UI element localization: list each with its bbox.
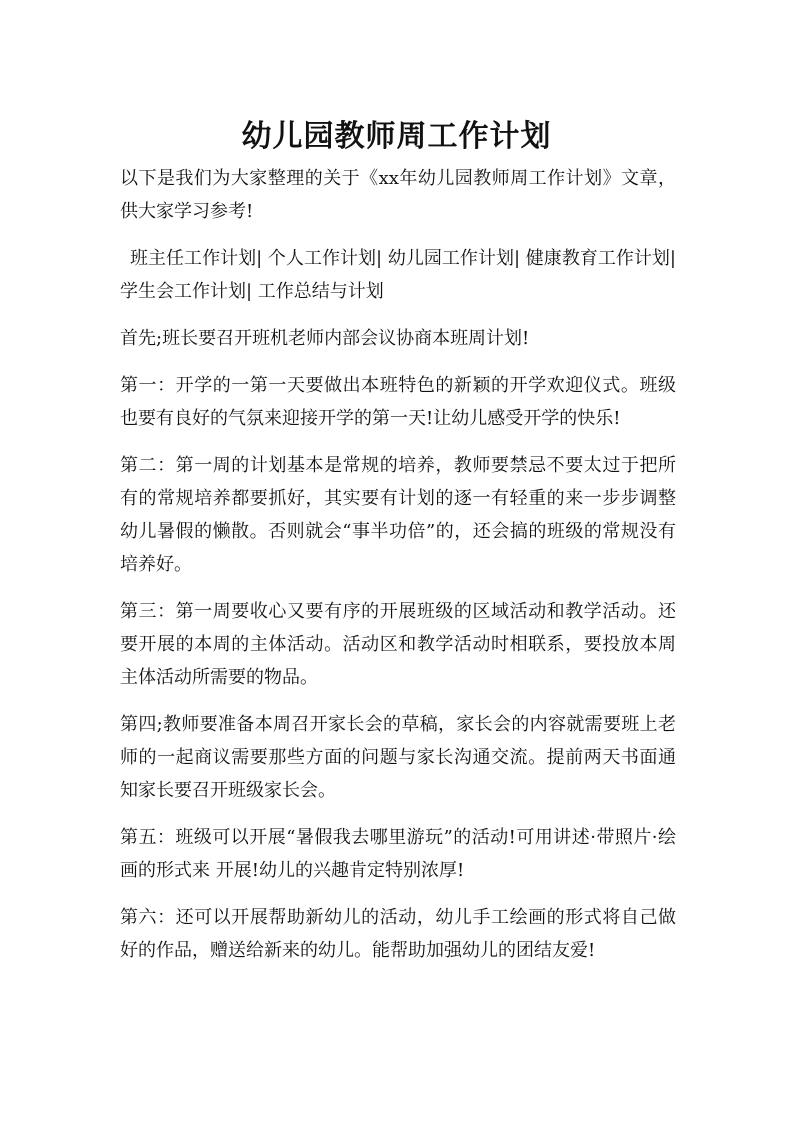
paragraph-item-2: 第二：第一周的计划基本是常规的培养，教师要禁忌不要太过于把所有的常规培养都要抓好，其实要有计划的逐一有轻重的来一步步调整幼儿暑假的懒散。否则就会“事半功倍”的，还会搞的班级的常规没有培养好。 xyxy=(120,455,676,575)
document-body xyxy=(120,162,676,981)
intro-paragraph: 以下是我们为大家整理的关于《xx年幼儿园教师周工作计划》文章，供大家学习参考! xyxy=(120,168,676,222)
related-links-line: 班主任工作计划| 个人工作计划| 幼儿园工作计划| 健康教育工作计划| 学生会工作计划| 工作总结与计划 xyxy=(120,248,676,302)
paragraph-item-4: 第四;教师要准备本周召开家长会的草稿，家长会的内容就需要班上老师的一起商议需要那些方面的问题与家长沟通交流。提前两天书面通知家长要召开班级家长会。 xyxy=(120,714,676,801)
paragraph-item-5: 第五：班级可以开展“暑假我去哪里游玩”的活动!可用讲述·带照片·绘画的形式来 开展!幼儿的兴趣肯定特别浓厚! xyxy=(120,827,676,881)
document-title: 幼儿园教师周工作计划 xyxy=(241,119,552,155)
paragraph-first-step: 首先;班长要召开班机老师内部会议协商本班周计划! xyxy=(120,328,530,349)
paragraph-item-6: 第六：还可以开展帮助新幼儿的活动，幼儿手工绘画的形式将自己做好的作品，赠送给新来的幼儿。能帮助加强幼儿的团结友爱! xyxy=(120,907,676,961)
paragraph-item-1: 第一：开学的一第一天要做出本班特色的新颖的开学欢迎仪式。班级也要有良好的气氛来迎接开学的第一天!让幼儿感受开学的快乐! xyxy=(120,375,676,429)
paragraph-item-3: 第三：第一周要收心又要有序的开展班级的区域活动和教学活动。还要开展的本周的主体活动。活动区和教学活动时相联系，要投放本周主体活动所需要的物品。 xyxy=(120,601,676,688)
